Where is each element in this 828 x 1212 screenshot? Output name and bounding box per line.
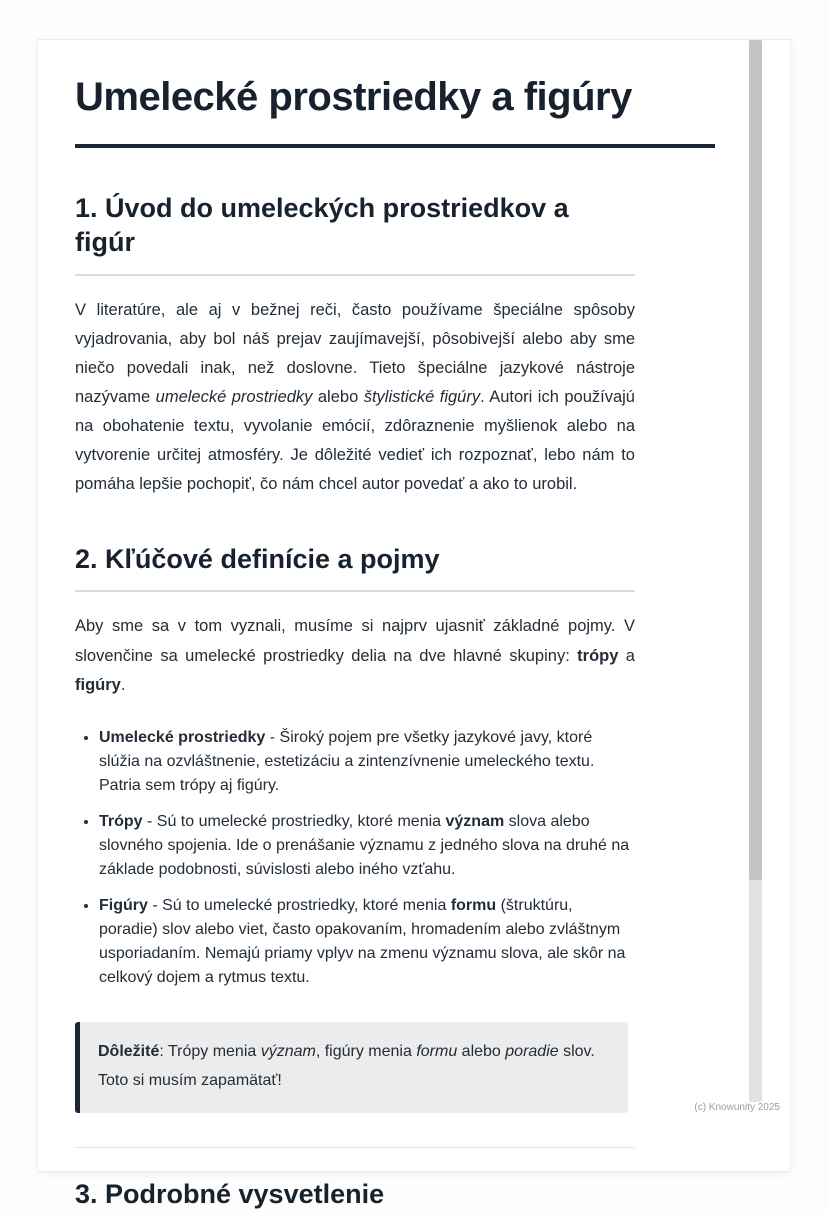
intro-text-segment: alebo (312, 387, 364, 406)
callout-lead: Dôležité (98, 1042, 160, 1060)
callout-italic-term: formu (416, 1042, 458, 1060)
section-heading-intro: 1. Úvod do umeleckých prostriedkov a figúr (75, 192, 635, 276)
list-item-text: - Sú to umelecké prostriedky, ktoré menia (147, 896, 451, 914)
callout-text: , figúry menia (315, 1042, 417, 1060)
list-item-text: - Sú to umelecké prostriedky, ktoré menia (142, 812, 446, 830)
callout-italic-term: poradie (505, 1042, 559, 1060)
section-divider (75, 1147, 635, 1148)
intro-paragraph (75, 296, 635, 499)
definitions-text-segment: . (120, 675, 126, 694)
definitions-paragraph (75, 612, 635, 699)
section-heading-definitions: 2. Kľúčové definície a pojmy (75, 543, 635, 593)
section-heading-explanation: 3. Podrobné vysvetlenie (75, 1178, 385, 1209)
important-callout (75, 1022, 628, 1113)
list-item-term: Trópy (99, 812, 143, 830)
callout-italic-term: význam (260, 1042, 316, 1060)
list-item-term: Figúry (99, 896, 148, 914)
intro-italic-term: štylistické figúry (363, 387, 481, 406)
callout-text: alebo (457, 1042, 506, 1060)
list-item (99, 810, 634, 882)
scrollbar-thumb[interactable] (749, 40, 762, 880)
page-title: Umelecké prostriedky a figúry (75, 74, 715, 148)
intro-text-segment: V literatúre, ale aj v bežnej reči, často používame špeciálne spôsoby vyjadrovania, aby bol náš prejav zaujímavejší, pôsobivejší alebo aby sme niečo povedali inak, než doslovne. Tieto špeciálne jazykové nástroje nazývame (75, 300, 635, 406)
callout-text: : Trópy menia (159, 1042, 261, 1060)
definitions-list (75, 726, 634, 990)
definitions-text-segment: Aby sme sa v tom vyznali, musíme si najprv ujasniť základné pojmy. V slovenčine sa umelecké prostriedky delia na dve hlavné skupiny: (75, 617, 635, 665)
list-item-text: (štruktúru, poradie) slov alebo viet, často opakovaním, hromadením alebo zvláštnym usporiadaním. Nemajú priamy vplyv na zmenu významu slova, ale skôr na celkový dojem a rytmus textu. (99, 896, 626, 986)
list-item-term: Umelecké prostriedky (99, 728, 266, 746)
list-item-bold: formu (450, 896, 497, 914)
list-item-text: slova alebo slovného spojenia. Ide o prenášanie významu z jedného slova na druhé na základe podobnosti, súvislosti alebo iného vzťahu. (99, 812, 630, 878)
definitions-bold-term: trópy (577, 646, 619, 665)
list-item (99, 894, 634, 990)
watermark: (c) Knowunity 2025 (694, 1102, 780, 1113)
document-content (38, 40, 715, 1212)
list-item-bold: význam (445, 812, 505, 830)
document-page (38, 40, 790, 1209)
list-item-text: - Široký pojem pre všetky jazykové javy, ktoré slúžia na ozvláštnenie, estetizáciu a zintenzívnenie umeleckého textu. Patria sem trópy aj figúry. (99, 728, 595, 794)
callout-text: slov. Toto si musím zapamätať! (98, 1042, 595, 1090)
intro-italic-term: umelecké prostriedky (155, 387, 313, 406)
intro-text-segment: . Autori ich používajú na obohatenie textu, vyvolanie emócií, zdôraznenie myšlienok alebo na vytvorenie určitej atmosféry. Je dôležité vedieť ich rozpoznať, lebo nám to pomáha lepšie pochopiť, čo nám chcel autor povedať a ako to urobil. (75, 387, 635, 493)
definitions-bold-term: figúry (75, 675, 121, 694)
definitions-text-segment: a (618, 646, 635, 665)
list-item (99, 726, 634, 798)
scrollbar-track[interactable] (749, 40, 762, 1102)
